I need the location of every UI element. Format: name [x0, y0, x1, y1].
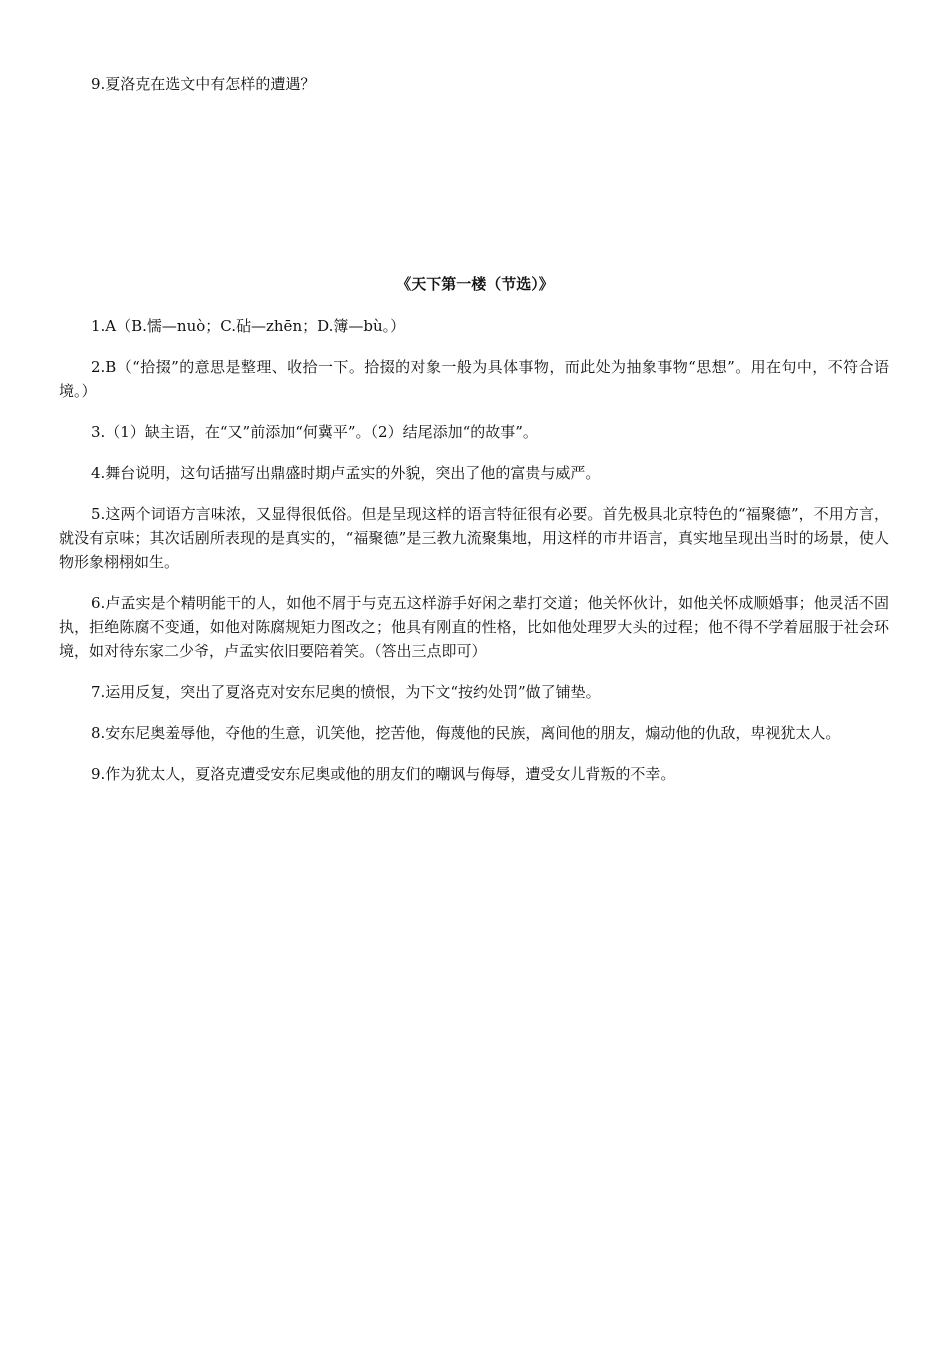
- answer-2: 2.B（“拾掇”的意思是整理、收拾一下。拾掇的对象一般为具体事物，而此处为抽象事物“思想”。用在句中，不符合语境。）: [59, 358, 889, 400]
- answer-8: 8.安东尼奥羞辱他，夺他的生意，讥笑他，挖苦他，侮蔑他的民族，离间他的朋友，煽动他的仇敌，卑视犹太人。: [91, 724, 841, 742]
- question-9: 9.夏洛克在选文中有怎样的遭遇？: [91, 75, 316, 93]
- answer-6: 6.卢孟实是个精明能干的人，如他不屑于与克五这样游手好闲之辈打交道；他关怀伙计，如他关怀成顺婚事；他灵活不固执，拒绝陈腐不变通，如他对陈腐规矩力图改之；他具有刚直的性格，比如他处理罗大头的过程；他不得不学着屈服于社会环境，如对待东家二少爷，卢孟实依旧要陪着笑。（答出三点即可）: [59, 594, 889, 660]
- answer-4: 4.舞台说明，这句话描写出鼎盛时期卢孟实的外貌，突出了他的富贵与威严。: [91, 464, 601, 482]
- answer-5: 5.这两个词语方言味浓，又显得很低俗。但是呈现这样的语言特征很有必要。首先极具北京特色的“福聚德”，不用方言，就没有京味；其次话剧所表现的是真实的，“福聚德”是三教九流聚集地，用这样的市井语言，真实地呈现出当时的场景，使人物形象栩栩如生。: [59, 505, 889, 571]
- answer-list: [59, 314, 889, 803]
- answer-1: 1.A（B.懦—nuò；C.砧—zhēn；D.簿—bù。）: [91, 317, 406, 335]
- answer-3: 3.（1）缺主语，在“又”前添加“何冀平”。（2）结尾添加“的故事”。: [91, 423, 538, 441]
- answer-7: 7.运用反复，突出了夏洛克对安东尼奥的愤恨，为下文“按约处罚”做了铺垫。: [91, 683, 601, 701]
- answer-9: 9.作为犹太人，夏洛克遭受安东尼奥或他的朋友们的嘲讽与侮辱，遭受女儿背叛的不幸。: [91, 765, 676, 783]
- section-title: 《天下第一楼（节选）》: [396, 275, 554, 293]
